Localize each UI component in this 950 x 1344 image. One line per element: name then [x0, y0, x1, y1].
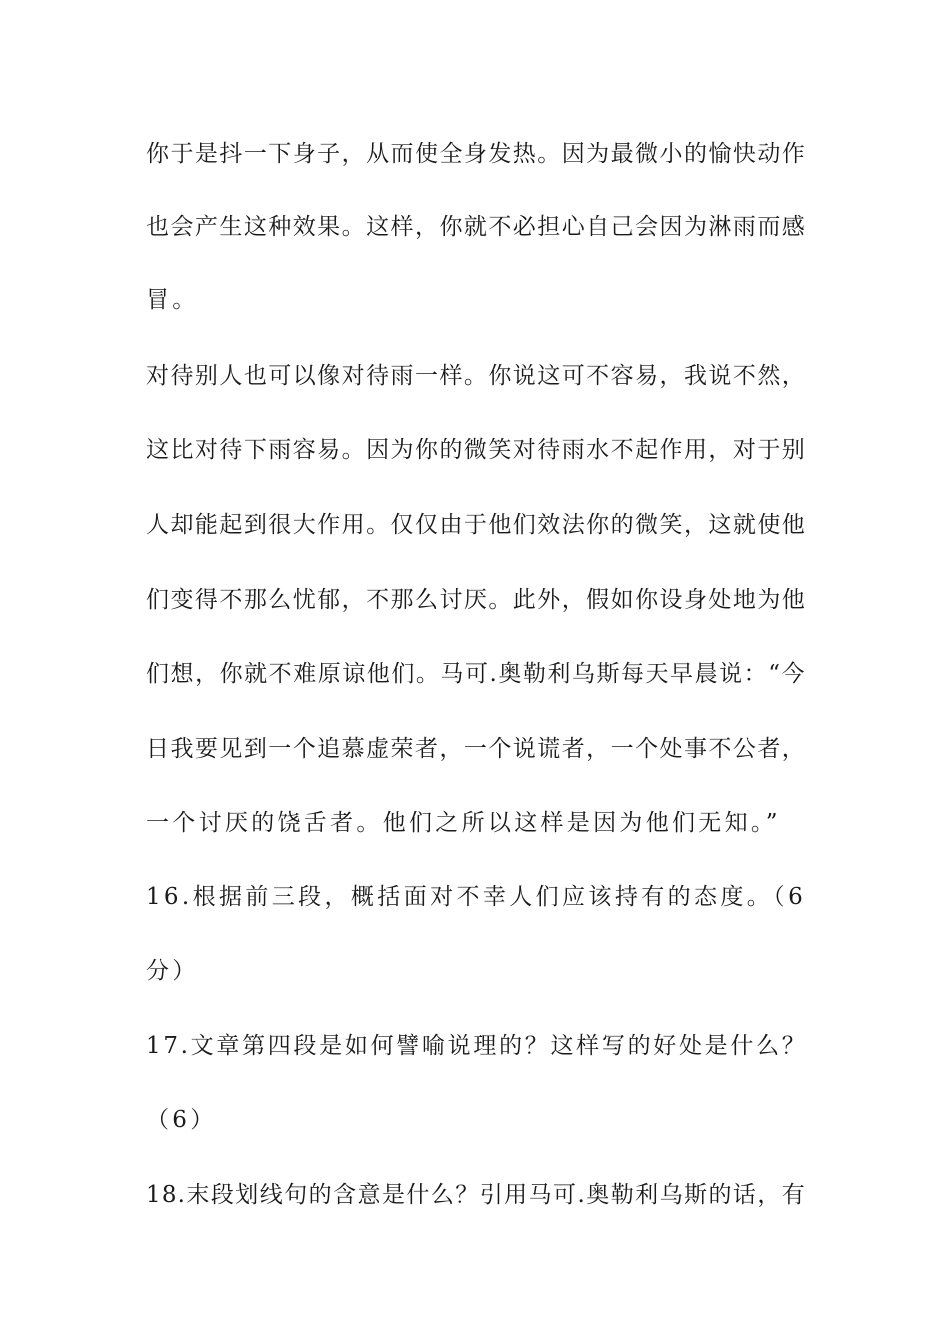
text-line-6: 人却能起到很大作用。仅仅由于他们效法你的微笑，这就使他 — [146, 512, 806, 538]
question-18-line-1: 18.末段划线句的含意是什么？引用马可.奥勒利乌斯的话，有 — [146, 1182, 806, 1208]
text-line-10: 一个讨厌的饶舌者。他们之所以这样是因为他们无知。” — [146, 810, 781, 836]
text-line-9: 日我要见到一个追慕虚荣者，一个说谎者，一个处事不公者， — [146, 736, 806, 762]
question-17-line-1: 17.文章第四段是如何譬喻说理的？这样写的好处是什么？ — [146, 1033, 808, 1059]
text-line-8: 们想，你就不难原谅他们。马可.奥勒利乌斯每天早晨说：“今 — [146, 661, 806, 687]
question-16-line-1: 16.根据前三段，概括面对不幸人们应该持有的态度。（6 — [146, 884, 806, 910]
text-line-7: 们变得不那么忧郁，不那么讨厌。此外，假如你设身处地为他 — [146, 587, 806, 613]
question-16-line-2: 分） — [146, 958, 199, 984]
text-line-4: 对待别人也可以像对待雨一样。你说这可不容易，我说不然， — [146, 363, 806, 389]
text-line-5: 这比对待下雨容易。因为你的微笑对待雨水不起作用，对于别 — [146, 437, 806, 463]
question-17-line-2: （6） — [146, 1107, 217, 1133]
text-line-3: 冒。 — [146, 287, 199, 313]
text-line-2: 也会产生这种效果。这样，你就不必担心自己会因为淋雨而感 — [146, 214, 806, 240]
text-line-1: 你于是抖一下身子，从而使全身发热。因为最微小的愉快动作 — [146, 141, 806, 167]
